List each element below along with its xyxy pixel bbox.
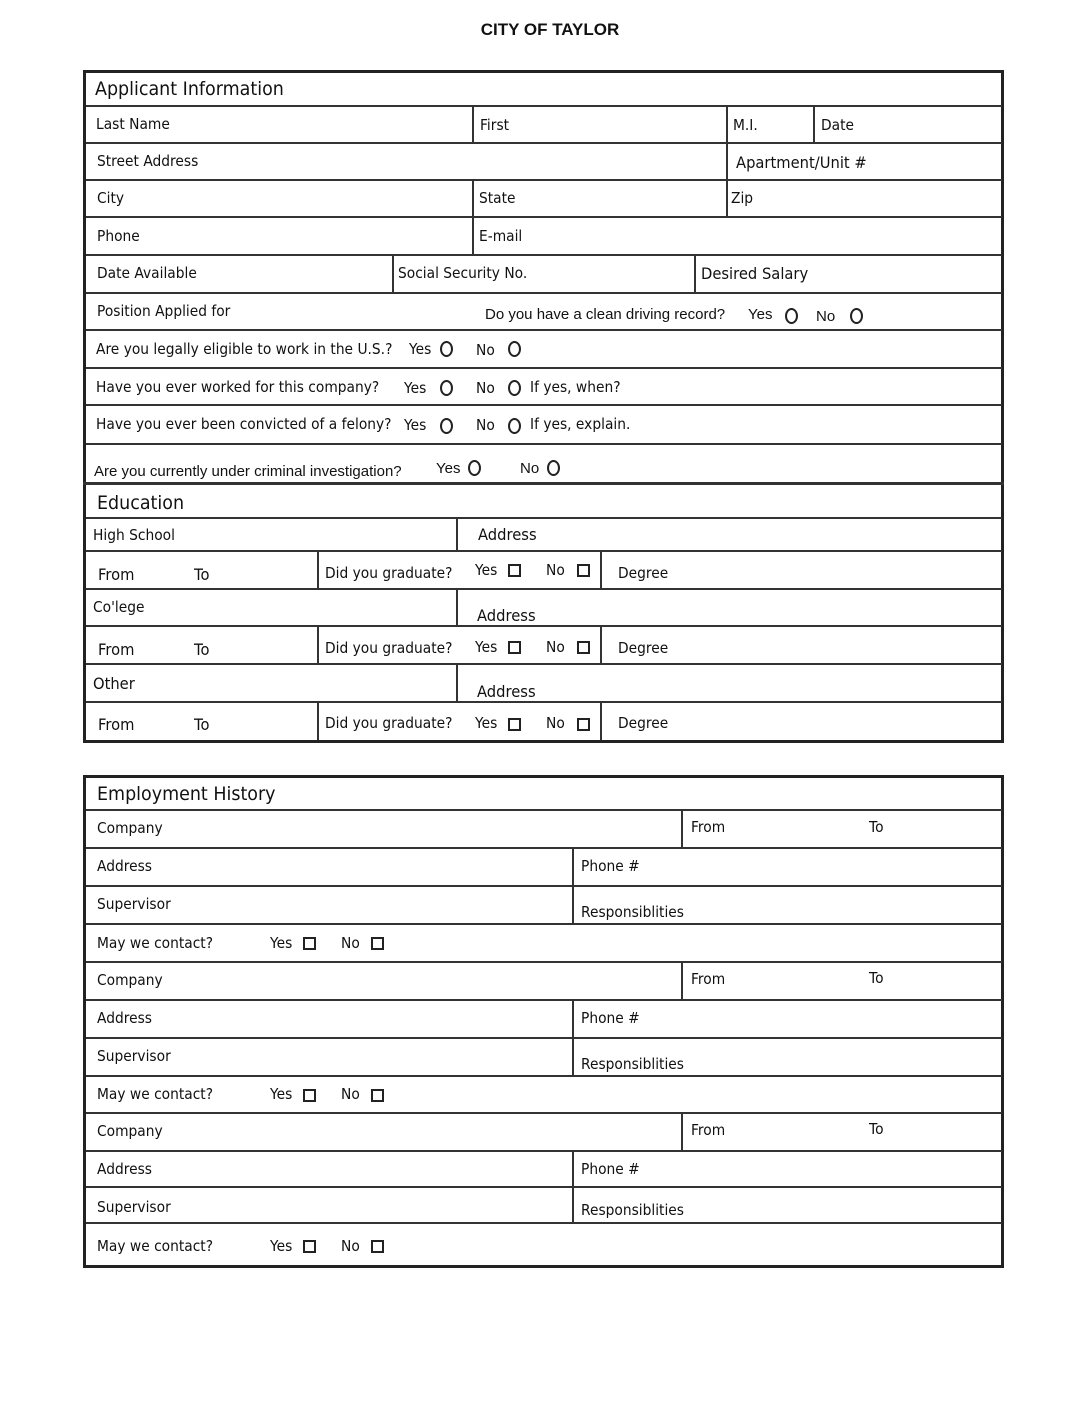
college-no-label: No <box>546 638 565 656</box>
high-school-field[interactable]: High School <box>93 526 175 544</box>
other-no-label: No <box>546 714 565 732</box>
last-name-field[interactable]: Last Name <box>96 115 170 133</box>
eligible-yes-label: Yes <box>409 340 432 358</box>
divider <box>86 809 1002 811</box>
driving-record-question: Do you have a clean driving record? <box>485 306 726 323</box>
employer-3-to-field[interactable]: To <box>869 1120 884 1138</box>
college-yes-checkbox[interactable] <box>508 641 521 654</box>
employer-2-no-checkbox[interactable] <box>371 1089 384 1102</box>
employer-3-supervisor-field[interactable]: Supervisor <box>97 1198 171 1216</box>
employer-1-phone-field[interactable]: Phone # <box>581 857 640 875</box>
eligible-no-radio[interactable] <box>508 341 521 357</box>
state-field[interactable]: State <box>479 189 516 207</box>
divider <box>86 367 1002 369</box>
worked-no-label: No <box>476 379 495 397</box>
divider <box>86 443 1002 445</box>
divider <box>317 551 319 589</box>
divider <box>472 180 474 217</box>
divider <box>86 292 1002 294</box>
employer-3-no-label: No <box>341 1237 360 1255</box>
college-field[interactable]: Co'lege <box>93 598 145 616</box>
divider <box>456 589 458 626</box>
college-from-field[interactable]: From <box>98 640 135 659</box>
divider <box>726 106 728 143</box>
employer-3-phone-field[interactable]: Phone # <box>581 1160 640 1178</box>
employer-1-contact-question: May we contact? <box>97 934 214 952</box>
employer-2-responsibilities-field[interactable]: Responsiblities <box>581 1055 684 1073</box>
divider <box>681 810 683 848</box>
divider <box>86 404 1002 406</box>
high-school-degree-field[interactable]: Degree <box>618 564 669 582</box>
high-school-yes-label: Yes <box>475 561 498 579</box>
investigation-no-label: No <box>520 460 540 477</box>
college-degree-field[interactable]: Degree <box>618 639 669 657</box>
employer-1-yes-checkbox[interactable] <box>303 937 316 950</box>
other-school-field[interactable]: Other <box>93 674 135 693</box>
employer-2-supervisor-field[interactable]: Supervisor <box>97 1047 171 1065</box>
driving-no-radio[interactable] <box>850 308 863 324</box>
felony-no-label: No <box>476 416 495 434</box>
high-school-to-field[interactable]: To <box>194 565 210 584</box>
divider <box>600 626 602 664</box>
employer-1-company-field[interactable]: Company <box>97 819 163 837</box>
email-field[interactable]: E-mail <box>479 227 523 245</box>
worked-yes-label: Yes <box>404 379 427 397</box>
eligible-question: Are you legally eligible to work in the U.S.? <box>96 340 393 358</box>
college-no-checkbox[interactable] <box>577 641 590 654</box>
divider <box>472 106 474 143</box>
divider <box>86 961 1002 963</box>
city-field[interactable]: City <box>97 189 125 207</box>
employer-2-address-field[interactable]: Address <box>97 1009 152 1027</box>
employer-3-contact-question: May we contact? <box>97 1237 214 1255</box>
employer-3-from-field[interactable]: From <box>691 1121 726 1139</box>
divider <box>86 588 1002 590</box>
divider <box>86 550 1002 552</box>
other-yes-label: Yes <box>475 714 498 732</box>
felony-no-radio[interactable] <box>508 418 521 434</box>
other-to-field[interactable]: To <box>194 715 210 734</box>
employer-3-no-checkbox[interactable] <box>371 1240 384 1253</box>
worked-no-radio[interactable] <box>508 380 521 396</box>
divider <box>456 518 458 551</box>
divider <box>86 1186 1002 1188</box>
eligible-yes-radio[interactable] <box>440 341 453 357</box>
divider <box>600 702 602 740</box>
divider <box>86 1150 1002 1152</box>
employer-1-from-field[interactable]: From <box>691 818 726 836</box>
divider <box>86 517 1002 519</box>
divider <box>317 626 319 664</box>
employer-1-address-field[interactable]: Address <box>97 857 152 875</box>
driving-yes-radio[interactable] <box>785 308 798 324</box>
divider <box>86 179 1002 181</box>
investigation-yes-radio[interactable] <box>468 460 481 476</box>
divider <box>86 847 1002 849</box>
date-field[interactable]: Date <box>821 116 854 134</box>
worked-yes-radio[interactable] <box>440 380 453 396</box>
employer-2-from-field[interactable]: From <box>691 970 726 988</box>
employer-2-contact-question: May we contact? <box>97 1085 214 1103</box>
divider <box>86 329 1002 331</box>
other-yes-checkbox[interactable] <box>508 718 521 731</box>
divider <box>726 143 728 180</box>
phone-field[interactable]: Phone <box>97 227 140 245</box>
education-heading: Education <box>97 492 185 514</box>
divider <box>86 625 1002 627</box>
felony-yes-label: Yes <box>404 416 427 434</box>
felony-yes-radio[interactable] <box>440 418 453 434</box>
employer-3-address-field[interactable]: Address <box>97 1160 152 1178</box>
desired-salary-field[interactable]: Desired Salary <box>701 264 809 283</box>
divider <box>726 180 728 217</box>
position-applied-field[interactable]: Position Applied for <box>97 302 231 320</box>
divider <box>86 663 1002 665</box>
divider <box>86 216 1002 218</box>
worked-when-field[interactable]: If yes, when? <box>530 378 621 396</box>
street-address-field[interactable]: Street Address <box>97 152 199 170</box>
high-school-no-checkbox[interactable] <box>577 564 590 577</box>
employer-3-yes-label: Yes <box>270 1237 293 1255</box>
date-available-field[interactable]: Date Available <box>97 264 197 282</box>
worked-here-question: Have you ever worked for this company? <box>96 378 380 396</box>
divider <box>86 1222 1002 1224</box>
divider <box>86 1075 1002 1077</box>
divider <box>86 885 1002 887</box>
felony-question: Have you ever been convicted of a felony? <box>96 415 392 433</box>
divider <box>86 1037 1002 1039</box>
divider <box>86 923 1002 925</box>
driving-yes-label: Yes <box>748 306 773 323</box>
employer-2-yes-label: Yes <box>270 1085 293 1103</box>
employment-heading: Employment History <box>97 783 276 805</box>
divider <box>694 255 696 292</box>
divider <box>86 1112 1002 1114</box>
employer-1-no-label: No <box>341 934 360 952</box>
driving-no-label: No <box>816 308 836 325</box>
investigation-no-radio[interactable] <box>547 460 560 476</box>
first-name-field[interactable]: First <box>480 116 510 134</box>
divider <box>86 254 1002 256</box>
investigation-yes-label: Yes <box>436 460 461 477</box>
divider <box>86 701 1002 703</box>
employer-3-yes-checkbox[interactable] <box>303 1240 316 1253</box>
employer-1-no-checkbox[interactable] <box>371 937 384 950</box>
employer-2-company-field[interactable]: Company <box>97 971 163 989</box>
employer-3-company-field[interactable]: Company <box>97 1122 163 1140</box>
divider <box>86 142 1002 144</box>
employer-1-responsibilities-field[interactable]: Responsiblities <box>581 903 684 921</box>
zip-field[interactable]: Zip <box>731 189 754 207</box>
other-school-address-field[interactable]: Address <box>477 682 536 701</box>
divider <box>317 702 319 740</box>
divider <box>86 999 1002 1001</box>
high-school-yes-checkbox[interactable] <box>508 564 521 577</box>
other-from-field[interactable]: From <box>98 715 135 734</box>
page-title: CITY OF TAYLOR <box>480 20 620 39</box>
high-school-address-field[interactable]: Address <box>478 525 537 544</box>
other-no-checkbox[interactable] <box>577 718 590 731</box>
high-school-graduate-question: Did you graduate? <box>325 564 453 582</box>
college-graduate-question: Did you graduate? <box>325 639 453 657</box>
employer-1-supervisor-field[interactable]: Supervisor <box>97 895 171 913</box>
college-yes-label: Yes <box>475 638 498 656</box>
divider <box>813 106 815 143</box>
divider <box>472 217 474 255</box>
investigation-question: Are you currently under criminal investigation? <box>94 463 402 480</box>
employer-2-yes-checkbox[interactable] <box>303 1089 316 1102</box>
divider <box>600 551 602 589</box>
employer-2-to-field[interactable]: To <box>869 969 884 987</box>
divider <box>681 962 683 1000</box>
other-degree-field[interactable]: Degree <box>618 714 669 732</box>
divider <box>392 255 394 292</box>
employer-3-responsibilities-field[interactable]: Responsiblities <box>581 1201 684 1219</box>
college-address-field[interactable]: Address <box>477 606 536 625</box>
college-to-field[interactable]: To <box>194 640 210 659</box>
eligible-no-label: No <box>476 341 495 359</box>
employer-2-phone-field[interactable]: Phone # <box>581 1009 640 1027</box>
divider <box>456 664 458 702</box>
apartment-unit-field[interactable]: Apartment/Unit # <box>736 153 867 172</box>
employer-1-to-field[interactable]: To <box>869 818 884 836</box>
divider <box>681 1113 683 1151</box>
divider <box>83 482 1004 485</box>
employer-2-no-label: No <box>341 1085 360 1103</box>
mi-field[interactable]: M.I. <box>733 116 758 134</box>
felony-explain-field[interactable]: If yes, explain. <box>530 415 631 433</box>
high-school-from-field[interactable]: From <box>98 565 135 584</box>
high-school-no-label: No <box>546 561 565 579</box>
divider <box>86 105 1002 107</box>
other-graduate-question: Did you graduate? <box>325 714 453 732</box>
applicant-heading: Applicant Information <box>95 78 284 100</box>
employer-1-yes-label: Yes <box>270 934 293 952</box>
ssn-field[interactable]: Social Security No. <box>398 264 528 282</box>
